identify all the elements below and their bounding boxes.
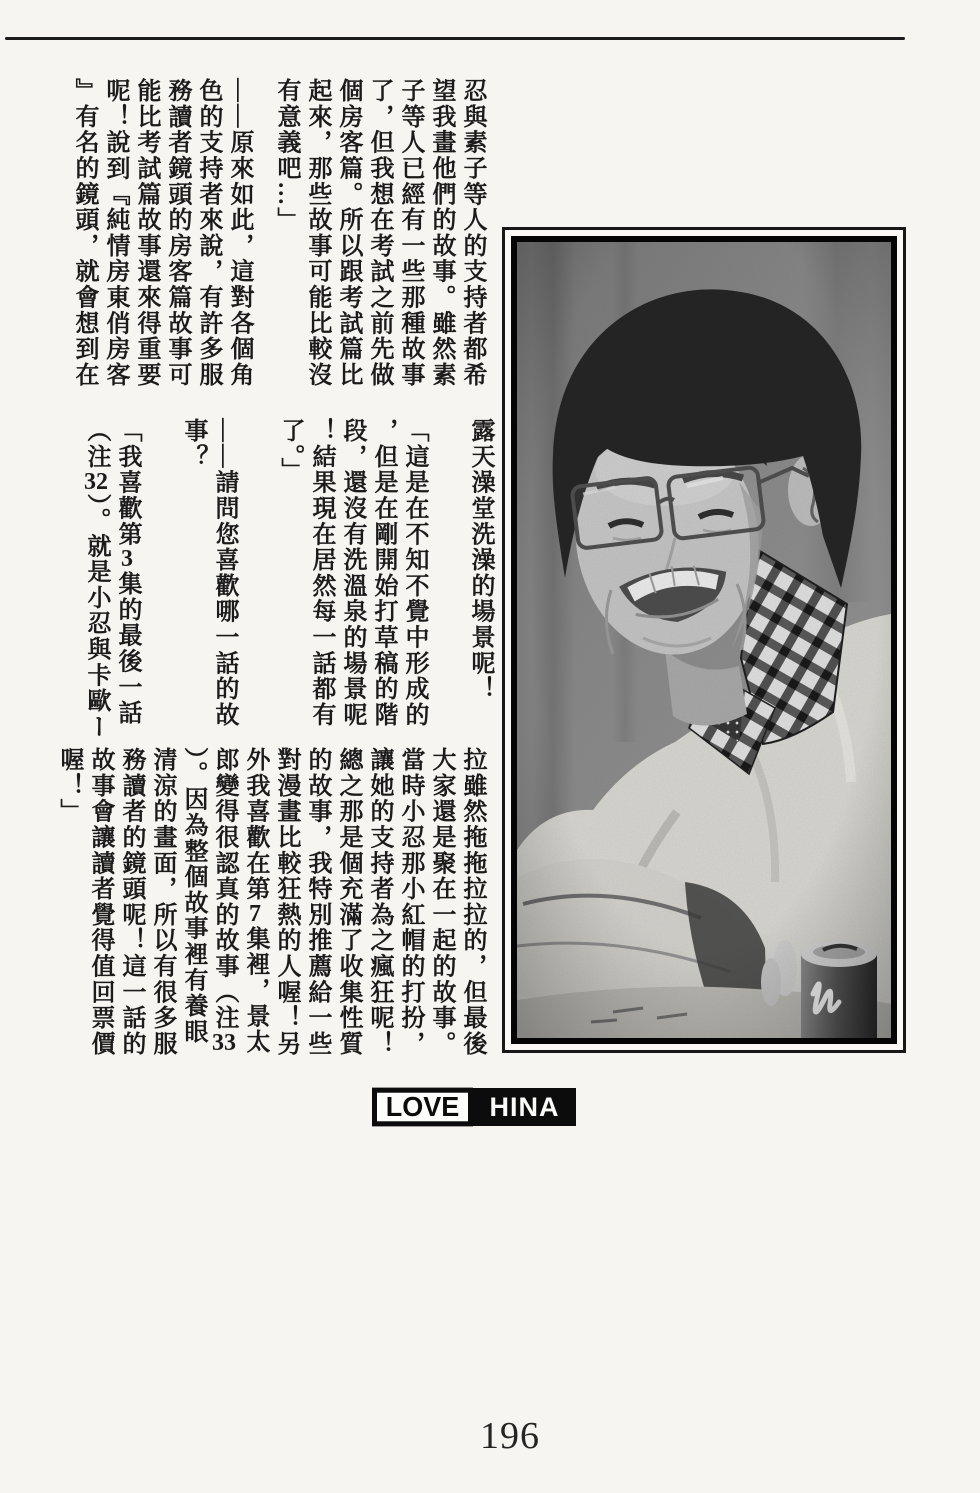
text-band-bottom [53, 747, 487, 1057]
text-column: 總之那是個充滿了收集性質 [335, 747, 361, 1057]
text-column: 了，但我想在考試之前先做 [366, 78, 392, 388]
paragraph-interviewer-question [68, 78, 254, 388]
text-column: 郎變得很認真的故事（注33 [211, 747, 237, 1055]
text-column: 對漫畫比較狂熱的人喔！另 [273, 747, 299, 1057]
text-column: 能比考試篇故事還來得重要 [133, 78, 159, 388]
logo-hina-text: HINA [473, 1088, 576, 1126]
portrait-photo-drawing [517, 242, 891, 1038]
text-column: （注32）。就是小忍與卡歐ー [83, 418, 109, 740]
text-column: 了。」 [277, 418, 303, 484]
text-column: 段，還沒有洗溫泉的場景呢 [339, 418, 365, 728]
text-column: 務讀者的鏡頭呢！這一話的 [118, 747, 144, 1057]
text-column: 忍與素子等人的支持者都希 [459, 78, 485, 388]
portrait-photo [511, 236, 897, 1044]
text-column: 望我畫他們的故事。雖然素 [428, 78, 454, 388]
text-column: 有意義吧…」 [273, 78, 299, 233]
logo-love-text: LOVE [372, 1088, 473, 1127]
text-column: ）。因為整個故事裡有養眼 [180, 747, 206, 1045]
text-column: ，但是在剛開始打草稿的階 [370, 418, 396, 728]
text-column: 務讀者鏡頭的房客篇故事可 [164, 78, 190, 388]
text-column: 呢！說到『純情房東俏房客 [102, 78, 128, 388]
text-column: 露天澡堂洗澡的場景呢！ [467, 418, 493, 702]
text-column: 當時小忍那小紅帽的打扮， [397, 747, 423, 1057]
text-column: 喔！」 [56, 747, 82, 825]
text-column: 』有名的鏡頭，就會想到在 [71, 78, 97, 388]
text-band-middle [80, 418, 495, 740]
text-column: 起來，那些故事可能比較沒 [304, 78, 330, 388]
paragraph-answer-continuation [53, 747, 487, 1057]
top-rule-line [5, 37, 905, 40]
paragraph-answer [274, 418, 429, 728]
text-column: 外我喜歡在第7集裡，景太 [242, 747, 268, 1055]
text-column: 個房客篇。所以跟考試篇比 [335, 78, 361, 388]
paragraph-question-continuation [464, 418, 495, 702]
paragraph-answer [80, 418, 142, 740]
text-column: 事？ [180, 418, 206, 470]
text-column: ——請問您喜歡哪一話的故 [211, 418, 237, 728]
text-column: 子等人已經有一些那種故事 [397, 78, 423, 388]
text-band-top [68, 78, 487, 388]
text-column: 「這是在不知不覺中形成的 [401, 418, 427, 728]
text-column: 色的支持者來說，有許多服 [195, 78, 221, 388]
text-column: 「我喜歡第3集的最後一話 [114, 418, 140, 726]
page-number: 196 [480, 1415, 540, 1457]
text-column: 拉雖然拖拖拉拉的，但最後 [459, 747, 485, 1057]
photo-frame [502, 227, 906, 1053]
text-column: 讓她的支持者為之瘋狂呢！ [366, 747, 392, 1057]
text-column: ！結果現在居然每一話都有 [308, 418, 334, 728]
text-column: 大家還是聚在一起的故事。 [428, 747, 454, 1057]
text-column: ——原來如此，這對各個角 [226, 78, 252, 388]
paragraph-interviewer-question [177, 418, 239, 728]
text-column: 的故事，我特別推薦給一些 [304, 747, 330, 1057]
text-column: 故事會讓讀者覺得值回票價 [87, 747, 113, 1057]
love-hina-logo [372, 1088, 576, 1126]
paragraph-answer-continuation [270, 78, 487, 388]
text-column: 清涼的畫面，所以有很多服 [149, 747, 175, 1057]
